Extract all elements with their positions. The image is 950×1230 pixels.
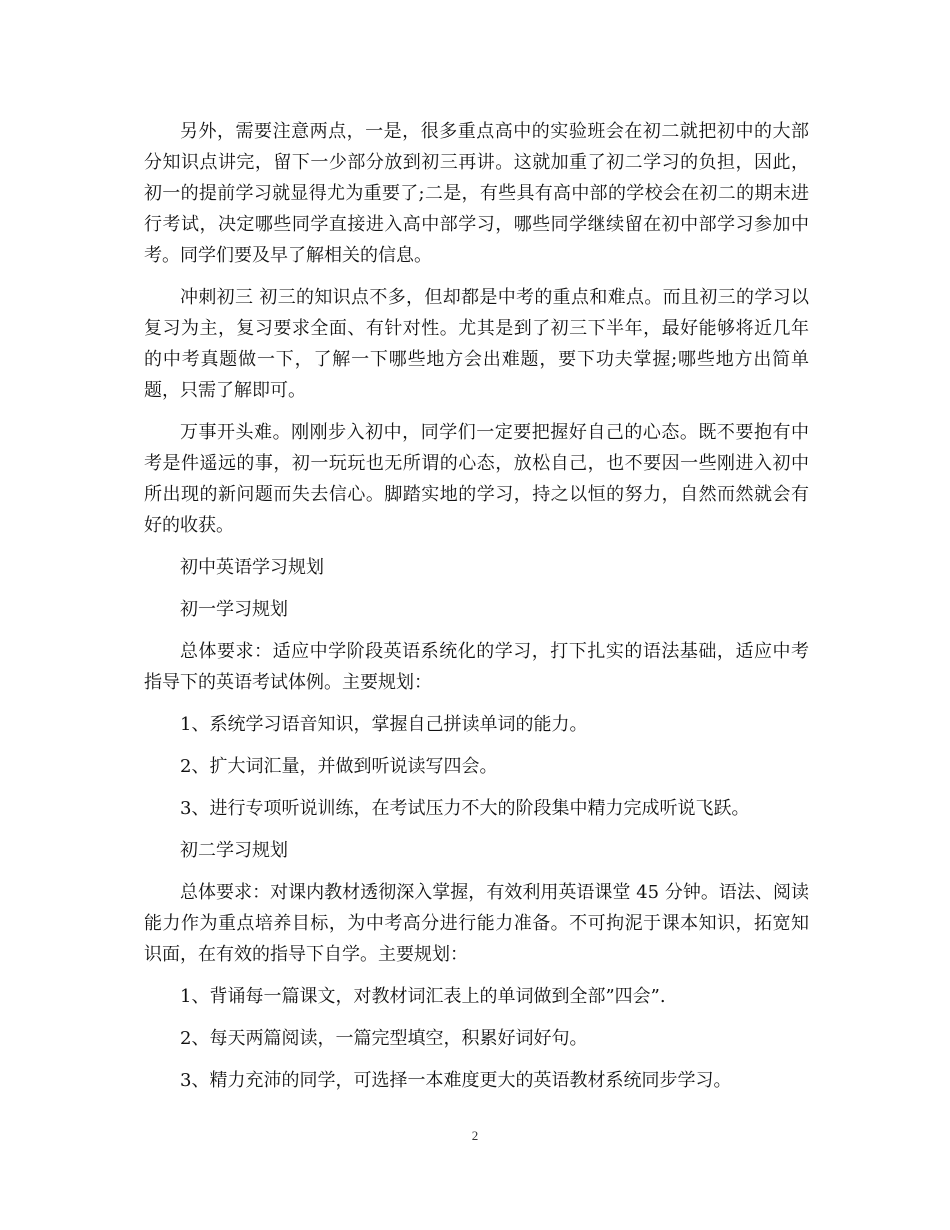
subheading-grade-one: 初一学习规划 xyxy=(180,599,288,620)
page-number: 2 xyxy=(471,1128,479,1143)
list-item-grade-one-3: 3、进行专项听说训练，在考试压力不大的阶段集中精力完成听说飞跃。 xyxy=(180,798,750,819)
paragraph-notes: 另外，需要注意两点，一是，很多重点高中的实验班会在初二就把初中的大部分知识点讲完，留下一少部分放到初三再讲。这就加重了初二学习的负担，因此，初一的提前学习就显得尤为重要了;二是，有些具有高中部的学校会在初二的期末进行考试，决定哪些同学直接进入高中部学习，哪些同学继续留在初中部学习参加中考。同学们要及早了解相关的信息。 xyxy=(144,121,809,266)
list-item-grade-one-2: 2、扩大词汇量，并做到听说读写四会。 xyxy=(180,756,498,777)
section-heading-english-plan: 初中英语学习规划 xyxy=(180,557,324,578)
subheading-grade-two: 初二学习规划 xyxy=(180,840,288,861)
paragraph-grade-two-requirements: 总体要求：对课内教材透彻深入掌握，有效利用英语课堂 45 分钟。语法、阅读能力作为重点培养目标，为中考高分进行能力准备。不可拘泥于课本知识，拓宽知识面，在有效的指导下自学。主要规划： xyxy=(144,882,809,965)
list-item-grade-two-1: 1、背诵每一篇课文，对教材词汇表上的单词做到全部”四会”. xyxy=(180,986,666,1007)
list-item-grade-one-1: 1、系统学习语音知识，掌握自己拼读单词的能力。 xyxy=(180,714,588,735)
document-body xyxy=(144,116,809,1107)
paragraph-grade-three: 冲刺初三 初三的知识点不多，但却都是中考的重点和难点。而且初三的学习以复习为主，复习要求全面、有针对性。尤其是到了初三下半年，最好能够将近几年的中考真题做一下，了解一下哪些地方会出难题，要下功夫掌握;哪些地方出简单题，只需了解即可。 xyxy=(144,287,809,401)
list-item-grade-two-2: 2、每天两篇阅读，一篇完型填空，积累好词好句。 xyxy=(180,1028,588,1049)
list-item-grade-two-3: 3、精力充沛的同学，可选择一本难度更大的英语教材系统同步学习。 xyxy=(180,1070,732,1091)
paragraph-mindset: 万事开头难。刚刚步入初中，同学们一定要把握好自己的心态。既不要抱有中考是件遥远的事，初一玩玩也无所谓的心态，放松自己，也不要因一些刚进入初中所出现的新问题而失去信心。脚踏实地的学习，持之以恒的努力，自然而然就会有好的收获。 xyxy=(144,422,809,536)
paragraph-grade-one-requirements: 总体要求：适应中学阶段英语系统化的学习，打下扎实的语法基础，适应中考指导下的英语考试体例。主要规划： xyxy=(144,641,809,693)
